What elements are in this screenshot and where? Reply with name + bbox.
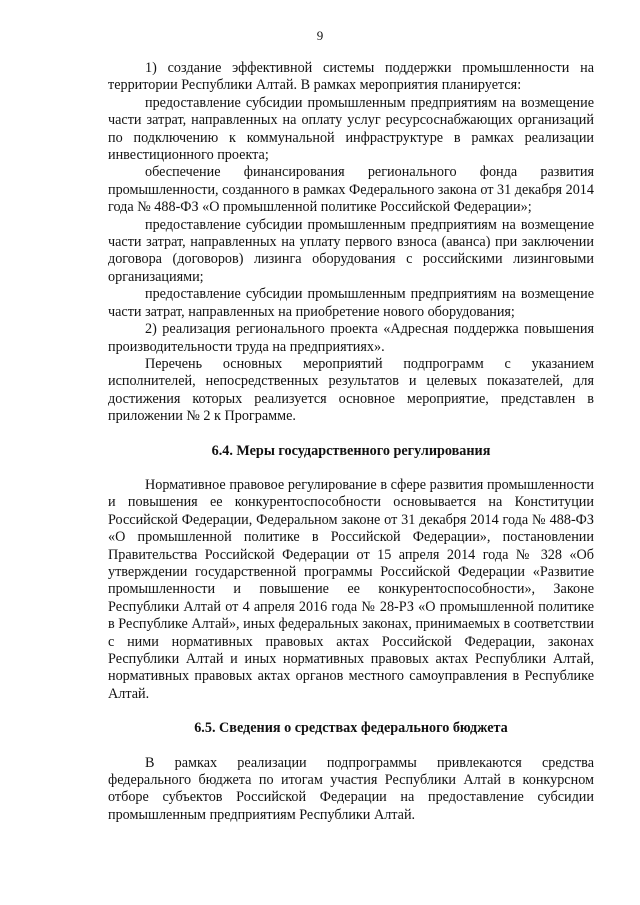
section-heading-state-regulation: 6.4. Меры государственного регулирования	[211, 442, 491, 459]
paragraph-development-fund: обеспечение финансирования регионального фонда развития промышленности, созданного в рамках Федерального закона от 31 декабря 2014 года № 488-ФЗ «О промышленной политике Российской Федерации»;	[108, 164, 594, 216]
section-heading-federal-budget: 6.5. Сведения о средствах федерального бюджета	[194, 720, 508, 737]
paragraph-support-system: 1) создание эффективной системы поддержки промышленности на территории Республики Алтай. В рамках мероприятия планируется:	[108, 60, 594, 94]
paragraph-activities-list: Перечень основных мероприятий подпрограмм с указанием исполнителей, непосредственных результатов и целевых показателей, для достижения которых реализуется основное мероприятие, представлен в приложении № 2 к Программе.	[108, 355, 594, 425]
paragraph-federal-funds: В рамках реализации подпрограммы привлекаются средства федерального бюджета по итогам участия Республики Алтай в конкурсном отборе субъектов Российской Федерации на предоставление субсидии промышленным предприятиям Республики Алтай.	[108, 754, 594, 823]
paragraph-regional-project: 2) реализация регионального проекта «Адресная поддержка повышения производительности труда на предприятиях».	[108, 321, 594, 355]
page-number: 9	[316, 28, 324, 43]
paragraph-regulatory-basis: Нормативное правовое регулирование в сфере развития промышленности и повышения ее конкурентоспособности основывается на Конституции Российской Федерации, Федеральном законе от 31 декабря 2014 года № 488-ФЗ «О промышленной политике в Российской Федерации», постановлении Правительства Российской Федерации от 15 апреля 2014 года № 328 «Об утверждении государственной программы Российской Федерации «Развитие промышленности и повышение ее конкурентоспособности», Законе Республики Алтай от 4 апреля 2016 года № 28-РЗ «О промышленной политике в Республике Алтай», иных федеральных законах, принимаемых в соответствии с ними нормативных правовых актах Российской Федерации, законах Республики Алтай и иных нормативных правовых актах Республики Алтай, нормативных правовых актах органов местного самоуправления в Республике Алтай.	[108, 476, 594, 702]
paragraph-subsidy-equipment: предоставление субсидии промышленным предприятиям на возмещение части затрат, направленных на приобретение нового оборудования;	[108, 286, 594, 320]
paragraph-subsidy-utilities: предоставление субсидии промышленным предприятиям на возмещение части затрат, направленных на оплату услуг ресурсоснабжающих организаций по подключению к коммунальной инфраструктуре в рамках реализации инвестиционного проекта;	[108, 94, 594, 164]
page-content	[108, 60, 594, 824]
paragraph-subsidy-leasing: предоставление субсидии промышленным предприятиям на возмещение части затрат, направленных на уплату первого взноса (аванса) при заключении договора (договоров) лизинга оборудования с российскими лизинговыми организациями;	[108, 216, 594, 285]
